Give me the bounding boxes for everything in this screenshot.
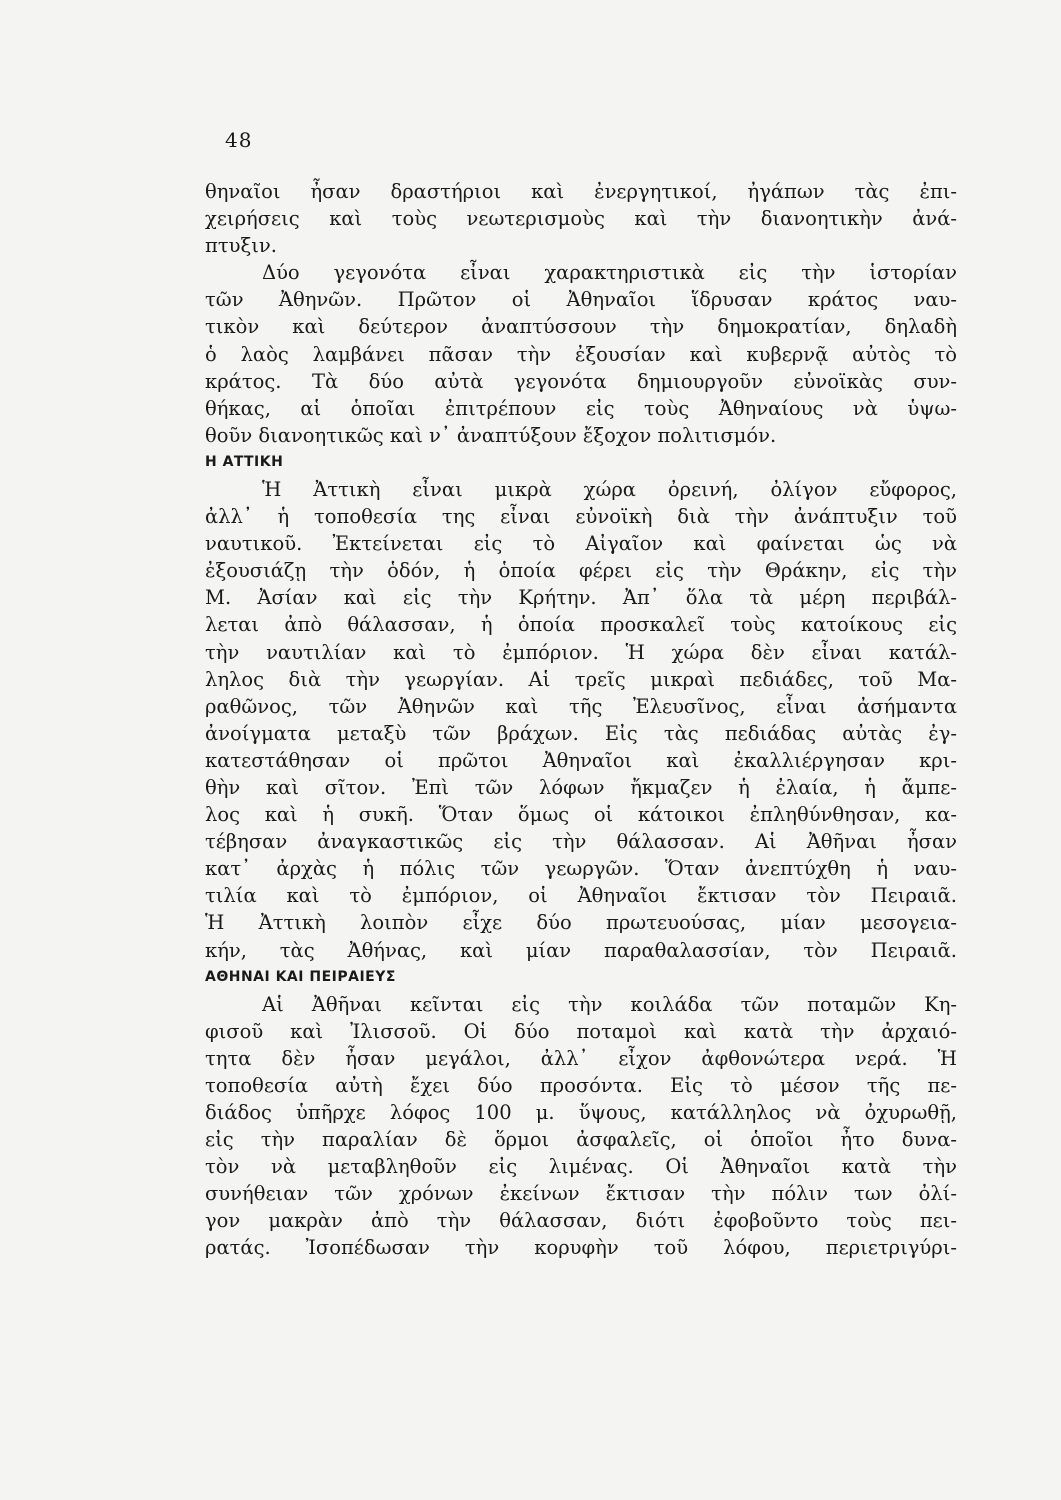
paragraph-line: Ἡ Ἀττικὴ λοιπὸν εἶχε δύο πρωτευούσας, μίαν μεσογεια- [205,911,957,935]
paragraph-line: κατ᾿ ἀρχὰς ἡ πόλις τῶν γεωργῶν. Ὅταν ἀνεπτύχθη ἡ ναυ- [205,857,957,881]
paragraph-line: θὴν καὶ σῖτον. Ἐπὶ τῶν λόφων ἤκμαζεν ἡ ἐλαία, ἡ ἄμπε- [205,775,957,799]
paragraph-line: τὸν νὰ μεταβληθοῦν εἰς λιμένας. Οἱ Ἀθηναῖοι κατὰ τὴν [205,1155,957,1179]
body-text [205,178,957,1262]
paragraph-line: Αἱ Ἀθῆναι κεῖνται εἰς τὴν κοιλάδα τῶν ποταμῶν Κη- [262,992,957,1016]
paragraph-line: κράτος. Τὰ δύο αὐτὰ γεγονότα δημιουργοῦν εὐνοϊκὰς συν- [205,369,957,393]
paragraph-line: Δύο γεγονότα εἶναι χαρακτηριστικὰ εἰς τὴν ἱστορίαν [262,261,957,285]
paragraph-line: τὴν ναυτιλίαν καὶ τὸ ἐμπόριον. Ἡ χώρα δὲν εἶναι κατάλ- [205,640,957,664]
paragraph-line: τητα δὲν ἦσαν μεγάλοι, ἀλλ᾿ εἶχον ἀφθονώτερα νερά. Ἡ [205,1046,957,1070]
paragraph-line: γον μακρὰν ἀπὸ τὴν θάλασσαν, διότι ἐφοβοῦντο τοὺς πει- [205,1209,957,1233]
paragraph-line: ὁ λαὸς λαμβάνει πᾶσαν τὴν ἐξουσίαν καὶ κυβερνᾷ αὐτὸς τὸ [205,342,957,366]
section-heading-athens-piraeus: ΑΘΗΝΑΙ ΚΑΙ ΠΕΙΡΑΙΕΥΣ [205,968,396,985]
paragraph-line: τικὸν καὶ δεύτερον ἀναπτύσσουν τὴν δημοκρατίαν, δηλαδὴ [205,315,957,339]
paragraph-line: κήν, τὰς Ἀθήνας, καὶ μίαν παραθαλασσίαν, τὸν Πειραιᾶ. [205,938,957,962]
paragraph-line: θοῦν διανοητικῶς καὶ ν᾿ ἀναπτύξουν ἔξοχον πολιτισμόν. [205,423,777,447]
paragraph-line: λεται ἀπὸ θάλασσαν, ἡ ὁποία προσκαλεῖ τοὺς κατοίκους εἰς [205,613,957,637]
paragraph-line: Ἡ Ἀττικὴ εἶναι μικρὰ χώρα ὀρεινή, ὀλίγον εὔφορος, [262,477,957,501]
paragraph-line: ληλος διὰ τὴν γεωργίαν. Αἱ τρεῖς μικραὶ πεδιάδες, τοῦ Μα- [205,667,957,691]
page-number: 48 [225,128,253,152]
paragraph-line: φισοῦ καὶ Ἰλισσοῦ. Οἱ δύο ποταμοὶ καὶ κατὰ τὴν ἀρχαιό- [205,1019,957,1043]
paragraph-line: κατεστάθησαν οἱ πρῶτοι Ἀθηναῖοι καὶ ἐκαλλιέργησαν κρι- [205,748,957,772]
paragraph-line: θήκας, αἱ ὁποῖαι ἐπιτρέπουν εἰς τοὺς Ἀθηναίους νὰ ὑψω- [205,396,957,420]
paragraph-line: συνήθειαν τῶν χρόνων ἐκείνων ἔκτισαν τὴν πόλιν των ὀλί- [205,1182,957,1206]
paragraph-line: διάδος ὑπῆρχε λόφος 100 μ. ὕψους, κατάλληλος νὰ ὀχυρωθῇ, [205,1101,957,1124]
paragraph-line: ἐξουσιάζῃ τὴν ὁδόν, ἡ ὁποία φέρει εἰς τὴν Θράκην, εἰς τὴν [205,559,957,583]
paragraph-line: τοποθεσία αὐτὴ ἔχει δύο προσόντα. Εἰς τὸ μέσον τῆς πε- [205,1073,957,1097]
paragraph-line: πτυξιν. [205,234,277,258]
paragraph-line: ἀλλ᾿ ἡ τοποθεσία της εἶναι εὐνοϊκὴ διὰ τὴν ἀνάπτυξιν τοῦ [205,505,957,529]
paragraph-line: τιλία καὶ τὸ ἐμπόριον, οἱ Ἀθηναῖοι ἔκτισαν τὸν Πειραιᾶ. [205,884,957,908]
paragraph-line: ναυτικοῦ. Ἐκτείνεται εἰς τὸ Αἰγαῖον καὶ φαίνεται ὡς νὰ [205,532,957,556]
section-heading-attica: Η ΑΤΤΙΚΗ [205,453,284,470]
paragraph-line: ρατάς. Ἰσοπέδωσαν τὴν κορυφὴν τοῦ λόφου, περιετριγύρι- [205,1236,957,1260]
paragraph-line: ἀνοίγματα μεταξὺ τῶν βράχων. Εἰς τὰς πεδιάδας αὐτὰς ἐγ- [205,721,957,745]
paragraph-line: Μ. Ἀσίαν καὶ εἰς τὴν Κρήτην. Ἀπ᾿ ὅλα τὰ μέρη περιβάλ- [205,586,957,610]
paragraph-line: εἰς τὴν παραλίαν δὲ ὅρμοι ἀσφαλεῖς, οἱ ὁποῖοι ἦτο δυνα- [205,1128,957,1152]
paragraph-line: θηναῖοι ἦσαν δραστήριοι καὶ ἐνεργητικοί, ἠγάπων τὰς ἐπι- [205,180,957,203]
paragraph-line: τῶν Ἀθηνῶν. Πρῶτον οἱ Ἀθηναῖοι ἵδρυσαν κράτος ναυ- [205,288,957,312]
paragraph-line: λος καὶ ἡ συκῆ. Ὅταν ὅμως οἱ κάτοικοι ἐπληθύνθησαν, κα- [205,803,957,827]
paragraph-line: ραθῶνος, τῶν Ἀθηνῶν καὶ τῆς Ἐλευσῖνος, εἶναι ἀσήμαντα [205,694,957,718]
paragraph-line: χειρήσεις καὶ τοὺς νεωτερισμοὺς καὶ τὴν διανοητικὴν ἀνά- [205,207,957,231]
paragraph-line: τέβησαν ἀναγκαστικῶς εἰς τὴν θάλασσαν. Αἱ Ἀθῆναι ἦσαν [205,830,957,854]
